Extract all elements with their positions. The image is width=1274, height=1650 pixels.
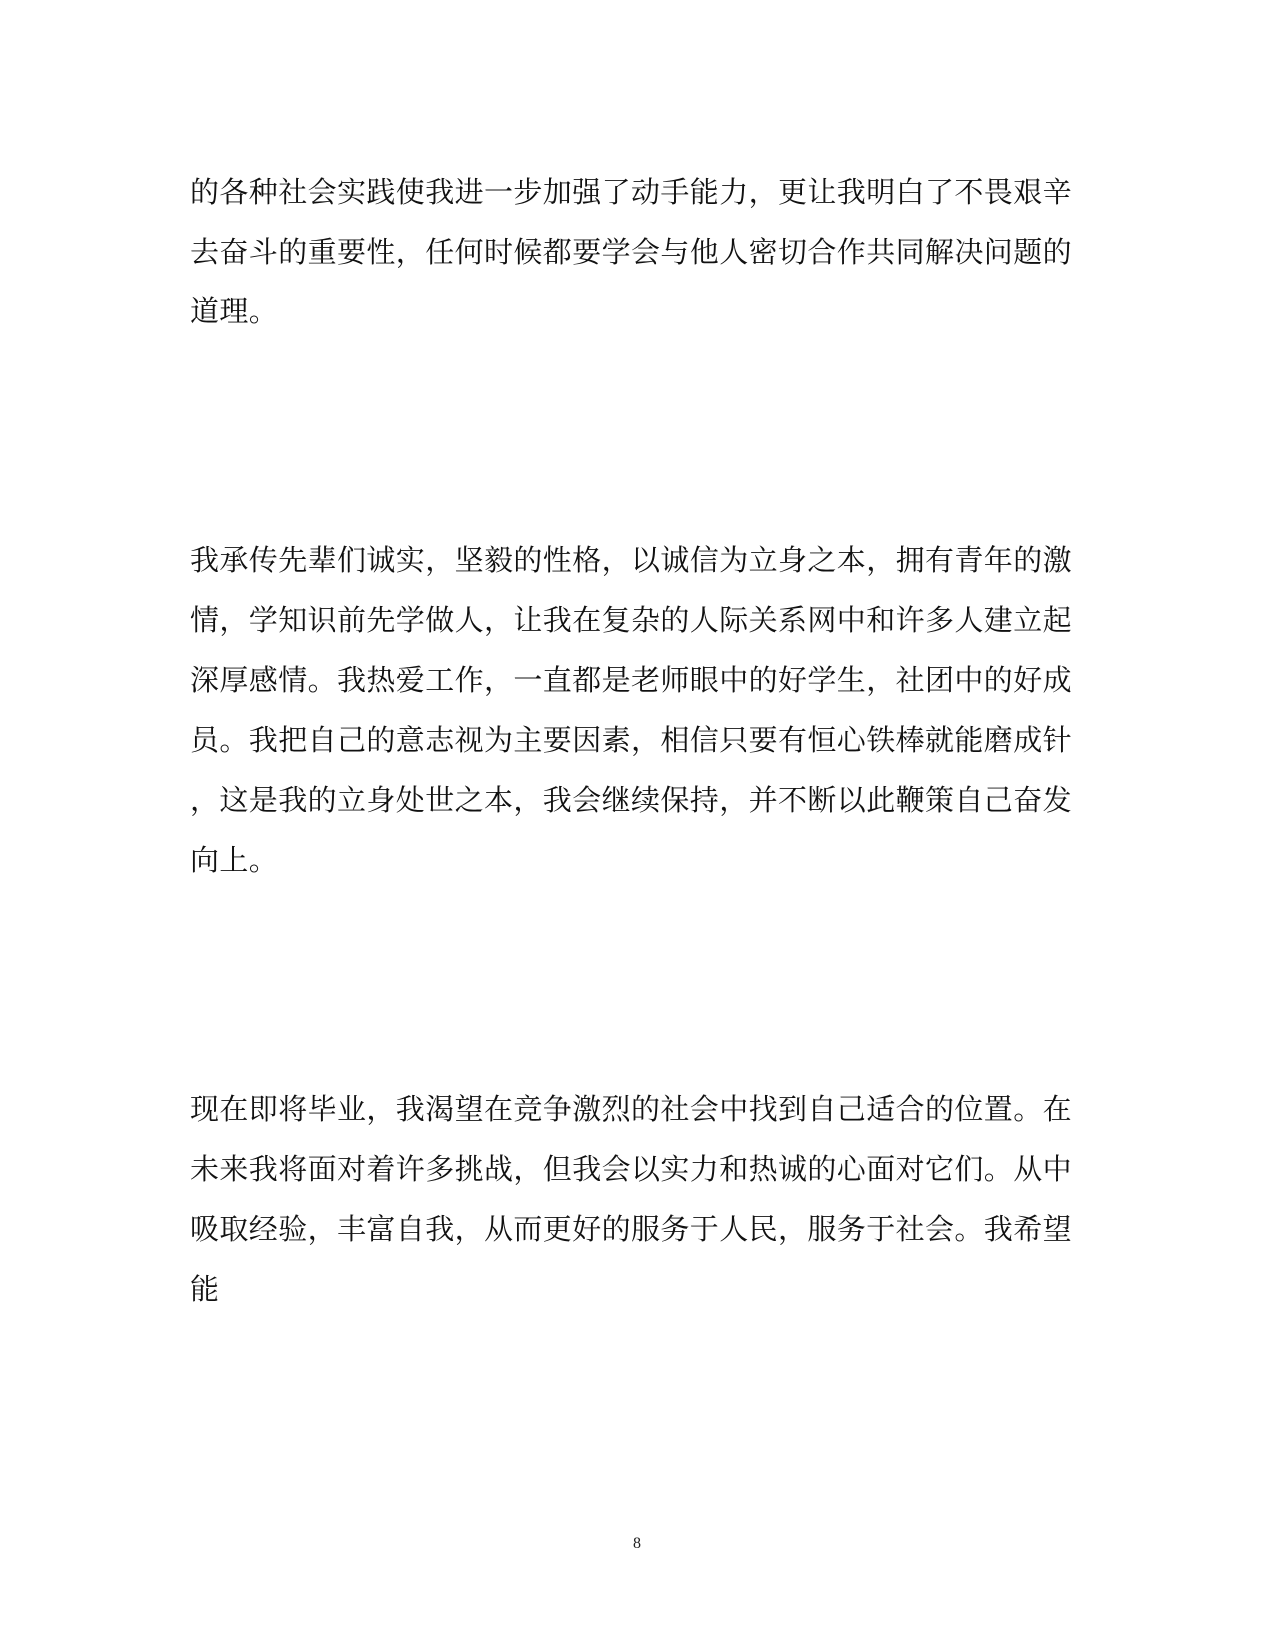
paragraph-3-line-2: 未来我将面对着许多挑战，但我会以实力和热诚的心面对它们。从中 <box>190 1152 1073 1186</box>
paragraph-1-line-2: 去奋斗的重要性，任何时候都要学会与他人密切合作共同解决问题的 <box>190 235 1073 269</box>
paragraph-2-line-4: 员。我把自己的意志视为主要因素，相信只要有恒心铁棒就能磨成针 <box>190 723 1073 757</box>
paragraph-1-line-1: 的各种社会实践使我进一步加强了动手能力，更让我明白了不畏艰辛 <box>190 175 1073 209</box>
paragraph-2-line-6: 向上。 <box>190 843 279 877</box>
paragraph-3-line-1: 现在即将毕业，我渴望在竞争激烈的社会中找到自己适合的位置。在 <box>190 1092 1073 1126</box>
paragraph-2-line-3: 深厚感情。我热爱工作，一直都是老师眼中的好学生，社团中的好成 <box>190 663 1073 697</box>
page-number: 8 <box>633 1535 641 1552</box>
paragraph-3-line-3: 吸取经验，丰富自我，从而更好的服务于人民，服务于社会。我希望 <box>190 1212 1073 1246</box>
paragraph-3-line-4: 能 <box>190 1272 220 1306</box>
paragraph-1-line-3: 道理。 <box>190 294 279 328</box>
paragraph-2-line-1: 我承传先辈们诚实，坚毅的性格，以诚信为立身之本，拥有青年的激 <box>190 543 1073 577</box>
paragraph-2-line-5: ，这是我的立身处世之本，我会继续保持，并不断以此鞭策自己奋发 <box>190 783 1073 817</box>
paragraph-2-line-2: 情，学知识前先学做人，让我在复杂的人际关系网中和许多人建立起 <box>190 603 1073 637</box>
